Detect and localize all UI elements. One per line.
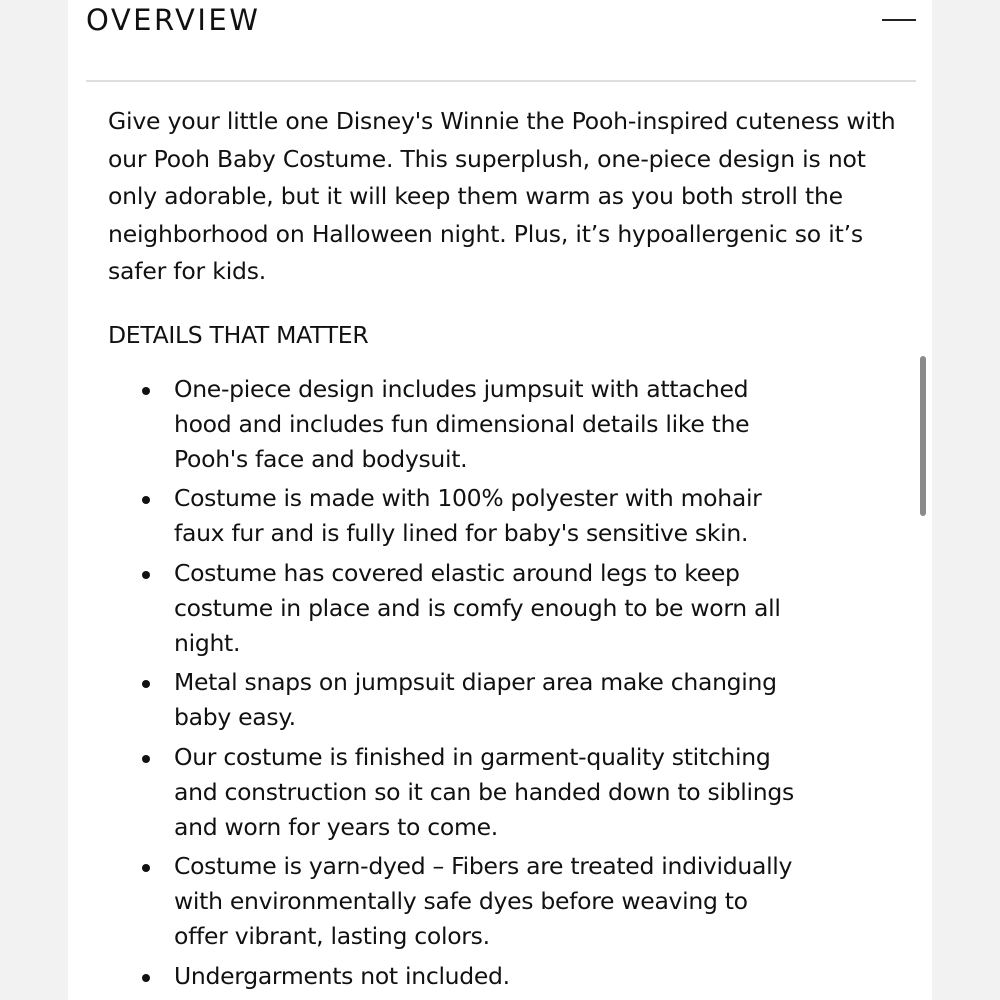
bullet-icon [142,755,150,763]
list-item [108,556,908,661]
list-item [108,740,908,845]
details-heading: DETAILS THAT MATTER [108,320,369,349]
product-details-panel [68,0,932,1000]
list-item [108,481,908,551]
bullet-icon [142,680,150,688]
list-item [108,959,908,994]
product-description: Give your little one Disney's Winnie the Pooh-inspired cuteness with our Pooh Baby Costume. This superplush, one-piece design is not only adorable, but it will keep them warm as you both stroll the neighborhood on Halloween night. Plus, it’s hypoallergenic so it’s safer for kids. [108,107,896,285]
list-item-text: Metal snaps on jumpsuit diaper area make changing baby easy. [174,668,777,731]
bullet-icon [142,496,150,504]
bullet-icon [142,387,150,395]
overview-title: OVERVIEW [86,3,261,37]
list-item [108,849,908,954]
overview-content [108,103,908,998]
scrollbar[interactable] [920,356,926,516]
bullet-icon [142,864,150,872]
list-item-text: Costume has covered elastic around legs to keep costume in place and is comfy enough to be worn all night. [174,558,781,657]
list-item-text: Costume is made with 100% polyester with mohair faux fur and is fully lined for baby's sensitive skin. [174,484,762,547]
details-list [108,372,908,994]
overview-accordion-header[interactable] [86,0,916,82]
list-item [108,665,908,735]
bullet-icon [142,571,150,579]
list-item-text: Undergarments not included. [174,961,510,990]
minus-icon[interactable] [882,19,916,21]
bullet-icon [142,974,150,982]
list-item-text: One-piece design includes jumpsuit with attached hood and includes fun dimensional details like the Pooh's face and bodysuit. [174,374,750,473]
list-item [108,372,908,477]
list-item-text: Our costume is finished in garment-quality stitching and construction so it can be handed down to siblings and worn for years to come. [174,742,794,841]
list-item-text: Costume is yarn-dyed – Fibers are treated individually with environmentally safe dyes before weaving to offer vibrant, lasting colors. [174,852,793,950]
